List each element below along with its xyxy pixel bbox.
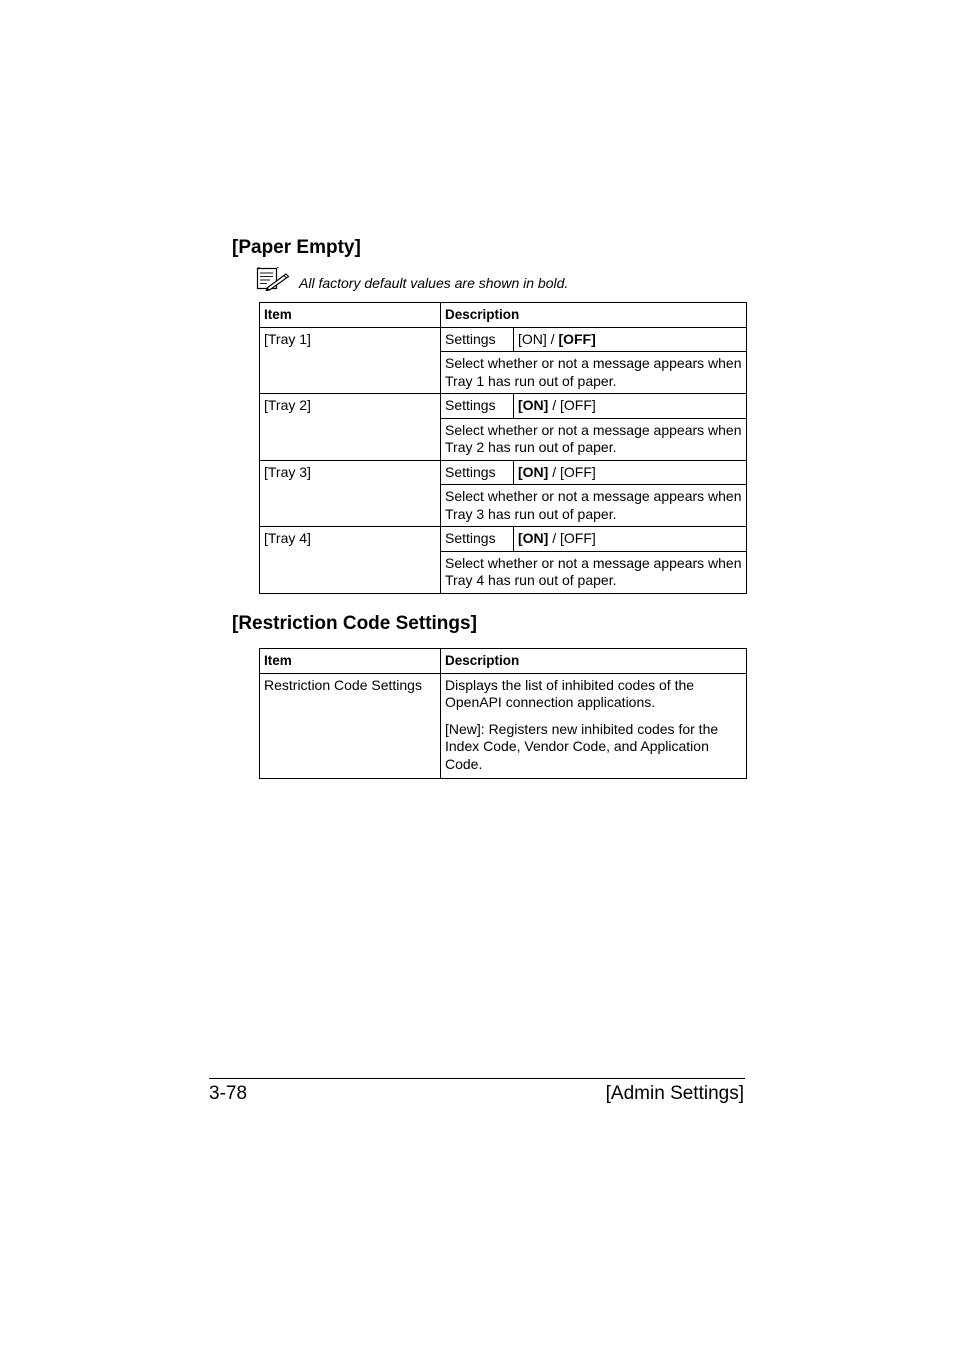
description-paragraph: Displays the list of inhibited codes of the OpenAPI connection applications. (445, 676, 695, 710)
table-header-row (260, 303, 747, 328)
description-paragraph: [New]: Registers new inhibited codes for the Index Code, Vendor Code, and Application Code. (445, 720, 719, 772)
column-header-description: Description (441, 649, 747, 674)
description-cell: Select whether or not a message appears when Tray 1 has run out of paper. (441, 352, 747, 394)
table-header-row (260, 649, 747, 674)
footer-divider (209, 1078, 745, 1079)
table-row (260, 327, 747, 352)
default-values-note (256, 267, 736, 293)
paper-empty-table (259, 302, 747, 594)
section-title-paper-empty: [Paper Empty] (232, 237, 361, 258)
option-off-default: [OFF] (558, 330, 596, 347)
column-header-item: Item (260, 303, 441, 328)
option-on-default: [ON] (518, 463, 549, 480)
option-off: [OFF] (560, 530, 596, 546)
settings-label: Settings (441, 394, 514, 419)
description-cell: Select whether or not a message appears when Tray 2 has run out of paper. (441, 418, 747, 460)
description-cell: Select whether or not a message appears when Tray 3 has run out of paper. (441, 485, 747, 527)
settings-options (514, 527, 747, 552)
settings-label: Settings (441, 327, 514, 352)
item-cell: Restriction Code Settings (260, 673, 441, 779)
footer-section-name: [Admin Settings] (605, 1083, 744, 1104)
item-cell: [Tray 2] (260, 394, 441, 461)
option-off: [OFF] (560, 463, 596, 480)
description-cell (441, 673, 747, 779)
settings-options (514, 327, 747, 352)
settings-label: Settings (441, 460, 514, 485)
settings-options (514, 394, 747, 419)
table-row (260, 673, 747, 779)
note-text: All factory default values are shown in bold. (299, 275, 569, 291)
option-on: [ON] (518, 330, 547, 347)
item-cell: [Tray 1] (260, 327, 441, 394)
option-on-default: [ON] (518, 530, 549, 546)
item-cell: [Tray 4] (260, 527, 441, 594)
option-separator: / (548, 530, 560, 546)
column-header-description: Description (441, 303, 747, 328)
settings-options (514, 460, 747, 485)
option-separator: / (546, 330, 559, 347)
option-off: [OFF] (560, 397, 596, 413)
table-row (260, 527, 747, 552)
option-separator: / (548, 463, 560, 480)
page-number: 3-78 (209, 1083, 248, 1104)
table-row (260, 460, 747, 485)
settings-label: Settings (441, 527, 514, 552)
restriction-code-table (259, 648, 747, 779)
option-on-default: [ON] (518, 397, 549, 413)
column-header-item: Item (260, 649, 441, 674)
description-cell: Select whether or not a message appears when Tray 4 has run out of paper. (441, 551, 747, 593)
item-cell: [Tray 3] (260, 460, 441, 527)
section-title-restriction-code-settings: [Restriction Code Settings] (232, 613, 477, 634)
memo-pencil-icon (256, 267, 290, 291)
table-row (260, 394, 747, 419)
option-separator: / (548, 397, 560, 413)
